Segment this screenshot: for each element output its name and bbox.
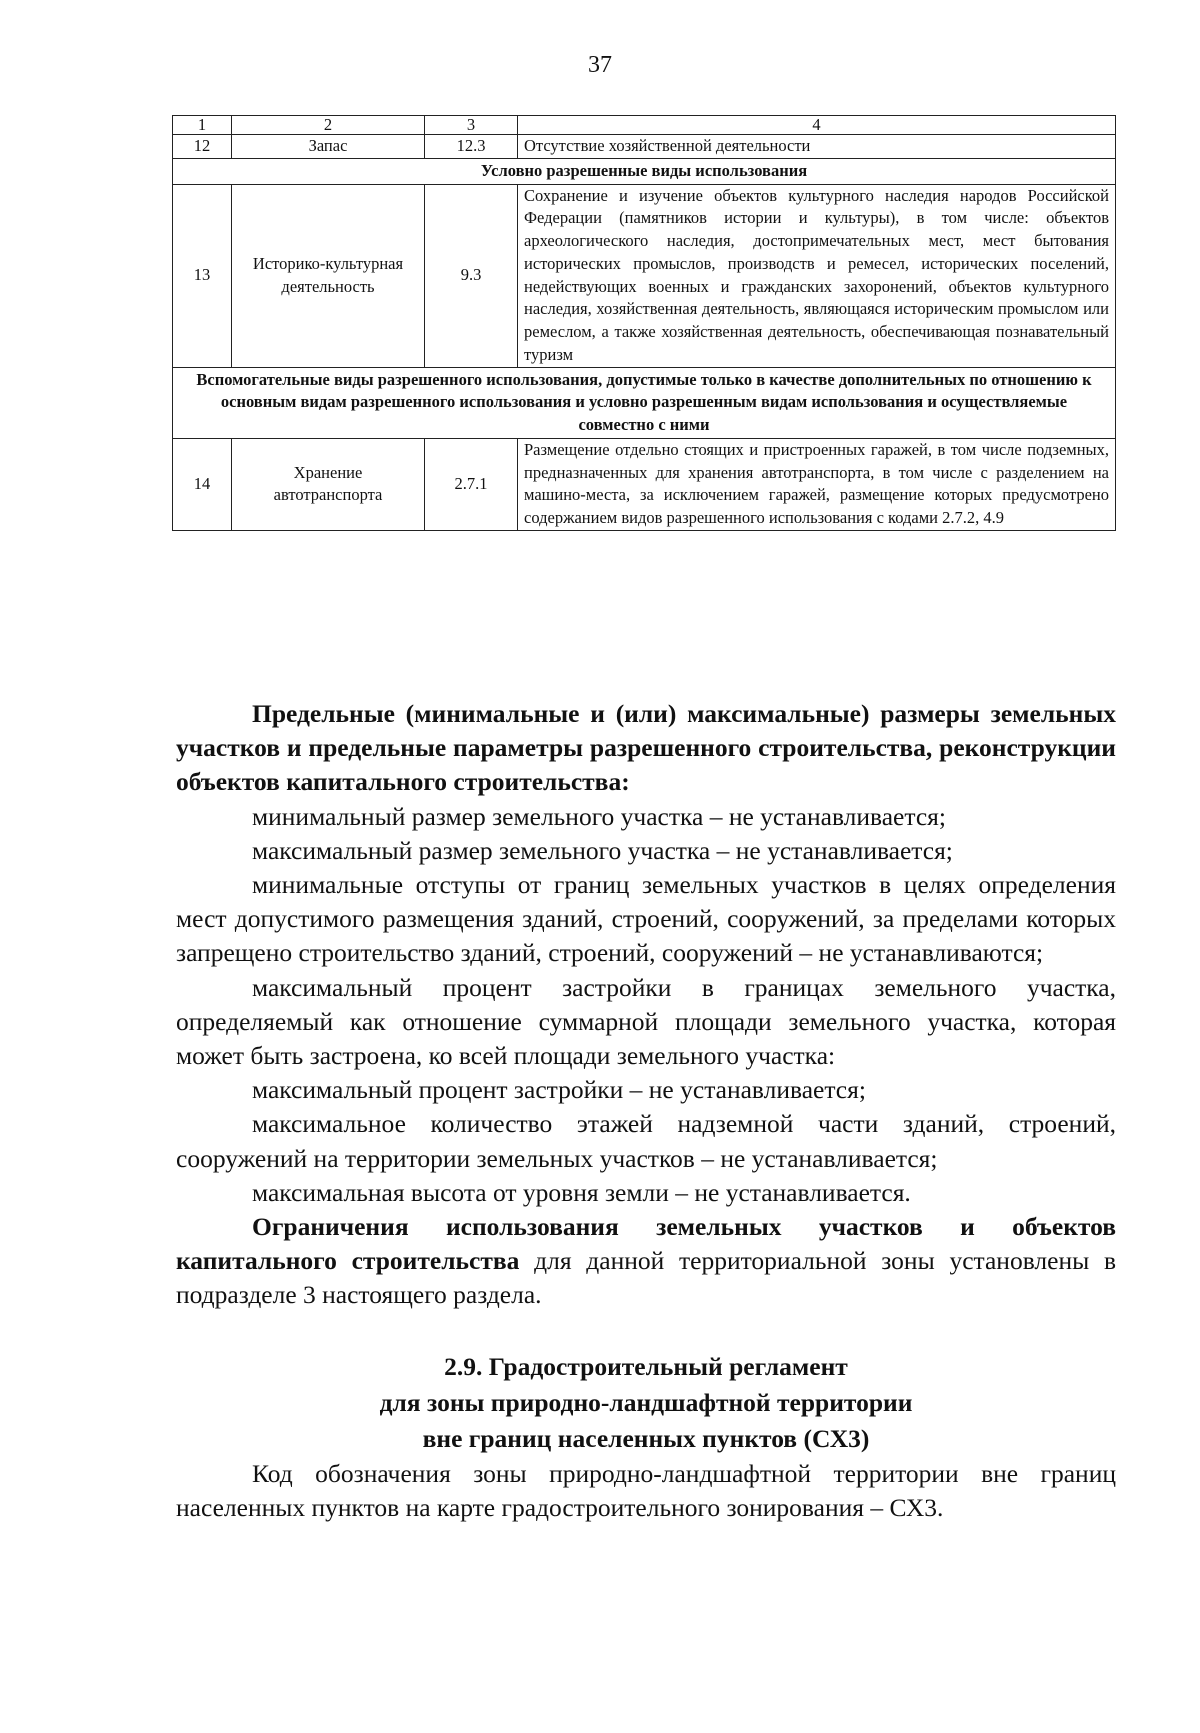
section-heading-line-2: для зоны природно-ландшафтной территории: [379, 1387, 913, 1417]
zone-code-paragraph: Код обозначения зоны природно-ландшафтной территории вне границ населенных пунктов на карте градостроительного зонирования – СХ3.: [176, 1458, 1116, 1522]
table-row: [173, 135, 1116, 159]
use-code: 12.3: [425, 135, 518, 159]
use-name: Запас: [232, 135, 425, 159]
header-col-3: 3: [425, 116, 518, 135]
row-number: 13: [173, 184, 232, 367]
paragraph: максимальная высота от уровня земли – не устанавливается.: [252, 1177, 911, 1207]
table-row: [173, 184, 1116, 367]
page-number: 37: [588, 52, 612, 78]
use-description: Отсутствие хозяйственной деятельности: [518, 135, 1116, 159]
table-row: [173, 438, 1116, 530]
regulation-text: [176, 697, 1116, 1525]
use-description: Размещение отдельно стоящих и пристроенных гаражей, в том числе подземных, предназначенных для хранения автотранспорта, в том числе с разделением на машино-места, за исключением гаражей, размещение которых предусмотрено содержанием видов разрешенного использования с кодами 2.7.2, 4.9: [518, 438, 1116, 530]
paragraph: минимальный размер земельного участка – не устанавливается;: [252, 801, 946, 831]
section-heading-line-1: 2.9. Градостроительный регламент: [444, 1351, 848, 1381]
header-col-4: 4: [518, 116, 1116, 135]
section-row-auxiliary: [173, 367, 1116, 438]
use-description: Сохранение и изучение объектов культурного наследия народов Российской Федерации (памятников истории и культуры), в том числе: объектов археологического наследия, достопримечательных мест, мест бытования исторических промыслов, производств и ремесел, исторических поселений, недействующих военных и гражданских захоронений, объектов культурного наследия, хозяйственная деятельность, являющаяся историческим промыслом или ремеслом, а также хозяйственная деятельность, обеспечивающая познавательный туризм: [518, 184, 1116, 367]
header-col-2: 2: [232, 116, 425, 135]
section-heading: [176, 1349, 1116, 1457]
restrictions-paragraph: [176, 1210, 1116, 1313]
section-title-auxiliary: Вспомогательные виды разрешенного использования, допустимые только в качестве дополнительных по отношению к основным видам разрешенного использования и условно разрешенным видам использования и осуществляемые совместно с ними: [173, 367, 1116, 438]
paragraph: максимальный процент застройки – не устанавливается;: [252, 1075, 866, 1105]
section-heading-line-3: вне границ населенных пунктов (СХ3): [422, 1423, 870, 1453]
paragraph: максимальный процент застройки в границах земельного участка, определяемый как отношение суммарной площади земельного участка, которая может быть застроена, ко всей площади земельного участка:: [176, 972, 1116, 1071]
section-row-conditional: [173, 158, 1116, 184]
limits-heading: Предельные (минимальные и (или) максимальные) размеры земельных участков и предельные параметры разрешенного строительства, реконструкции объектов капитального строительства:: [176, 699, 1116, 797]
paragraph: максимальное количество этажей надземной части зданий, строений, сооружений на территории земельных участков – не устанавливается;: [176, 1109, 1116, 1173]
permitted-use-table: [172, 115, 1116, 531]
row-number: 14: [173, 438, 232, 530]
restrictions-rest: для данной территориальной зоны установлены в подразделе 3 настоящего раздела.: [176, 1246, 1117, 1310]
paragraph: максимальный размер земельного участка – не устанавливается;: [252, 835, 953, 865]
header-col-1: 1: [173, 116, 232, 135]
use-code: 9.3: [425, 184, 518, 367]
table-header-row: [173, 116, 1116, 135]
use-code: 2.7.1: [425, 438, 518, 530]
use-name: Хранение автотранспорта: [232, 438, 425, 530]
use-name: Историко-культурная деятельность: [232, 184, 425, 367]
row-number: 12: [173, 135, 232, 159]
section-title-conditional: Условно разрешенные виды использования: [173, 158, 1116, 184]
paragraph: минимальные отступы от границ земельных участков в целях определения мест допустимого размещения зданий, строений, сооружений, за пределами которых запрещено строительство зданий, строений, сооружений – не устанавливаются;: [176, 870, 1116, 968]
restrictions-bold: Ограничения использования земельных участков и объектов капитального строительства: [176, 1212, 1116, 1276]
